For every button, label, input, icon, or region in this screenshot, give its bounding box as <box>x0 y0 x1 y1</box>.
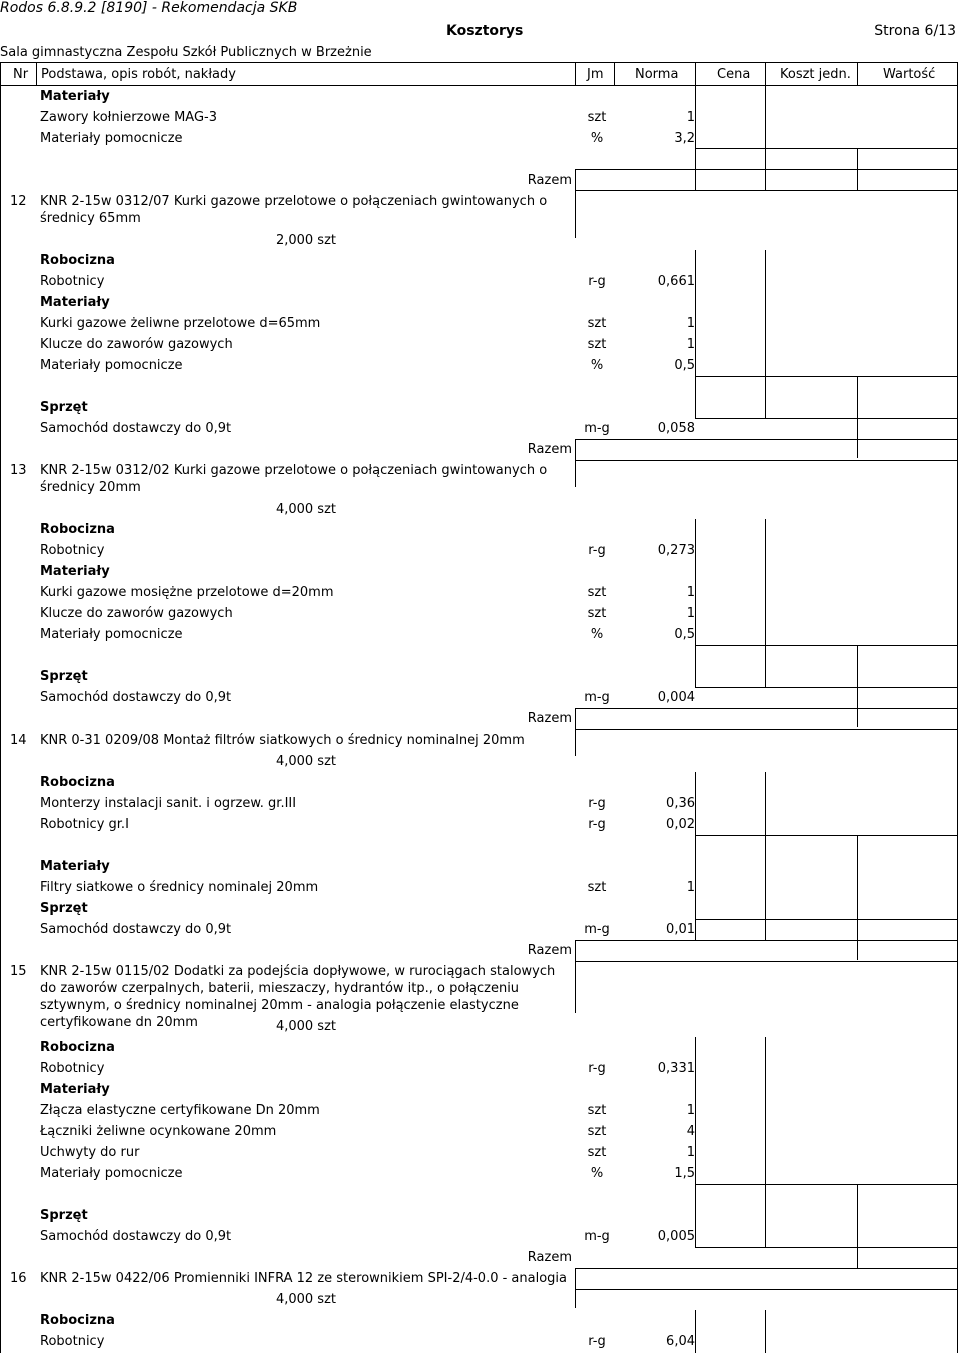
table-row <box>0 418 960 439</box>
section-label-row <box>0 292 960 313</box>
section-label-row <box>0 898 960 919</box>
razem-row <box>0 170 960 191</box>
position-desc: KNR 0-31 0209/08 Montaż filtrów siatkowych o średnicy nominalnej 20mm <box>40 733 525 748</box>
table-row <box>0 355 960 376</box>
row-norma: 0,331 <box>657 1061 695 1076</box>
table-row <box>0 1100 960 1121</box>
row-jm: szt <box>587 1103 607 1118</box>
row-jm: szt <box>587 585 607 600</box>
sprzet-label: Sprzęt <box>40 669 88 684</box>
position-desc: KNR 2-15w 0312/02 Kurki gazowe przelotowe o połączeniach gwintowanych o średnicy 20mm <box>40 463 548 495</box>
row-jm: % <box>590 358 604 373</box>
grid-line <box>575 460 957 461</box>
table-row <box>0 582 960 603</box>
table-row <box>0 1226 960 1247</box>
position-row <box>0 1268 960 1289</box>
row-norma: 4 <box>686 1124 695 1139</box>
row-desc: Zawory kołnierzowe MAG-3 <box>40 110 217 125</box>
section-label-row <box>0 519 960 540</box>
position-nr: 12 <box>10 194 27 209</box>
row-jm: % <box>590 1166 604 1181</box>
row-jm: szt <box>587 1145 607 1160</box>
grid-line <box>695 835 957 836</box>
row-jm: r-g <box>588 543 606 558</box>
sprzet-label: Sprzęt <box>40 901 88 916</box>
row-norma: 1 <box>686 585 695 600</box>
position-nr: 16 <box>10 1271 27 1286</box>
table-row <box>0 1163 960 1184</box>
position-row <box>0 193 960 229</box>
section-label-row <box>0 397 960 418</box>
row-norma: 1 <box>686 606 695 621</box>
col-jm: Jm <box>587 67 604 82</box>
sprzet-label: Sprzęt <box>40 400 88 415</box>
row-norma: 1 <box>686 1103 695 1118</box>
table-row <box>0 603 960 624</box>
row-desc: Samochód dostawczy do 0,9t <box>40 922 232 937</box>
row-jm: r-g <box>588 1334 606 1349</box>
row-desc: Uchwyty do rur <box>40 1145 140 1160</box>
section-label-row <box>0 1037 960 1058</box>
row-norma: 1 <box>686 110 695 125</box>
position-nr: 15 <box>10 964 27 979</box>
position-row <box>0 462 960 498</box>
app-title: Rodos 6.8.9.2 [8190] - Rekomendacja SKB <box>0 0 298 16</box>
row-desc: Kurki gazowe żeliwne przelotowe d=65mm <box>40 316 321 331</box>
row-jm: szt <box>587 880 607 895</box>
razem-label: Razem <box>527 173 572 188</box>
page-number: Strona 6/13 <box>874 23 956 39</box>
row-norma: 1 <box>686 337 695 352</box>
row-norma: 0,01 <box>666 922 695 937</box>
document-title: Kosztorys <box>446 23 524 39</box>
robocizna-label: Robocizna <box>40 522 115 537</box>
section-label-row <box>0 1310 960 1331</box>
row-desc: Kurki gazowe mosiężne przelotowe d=20mm <box>40 585 334 600</box>
razem-label: Razem <box>527 711 572 726</box>
table-row <box>0 128 960 149</box>
razem-row <box>0 708 960 729</box>
row-jm: m-g <box>584 922 610 937</box>
row-norma: 0,02 <box>666 817 695 832</box>
row-jm: % <box>590 131 604 146</box>
row-norma: 1 <box>686 316 695 331</box>
section-label-row <box>0 1079 960 1100</box>
position-qty: 4,000 szt <box>275 1292 336 1307</box>
row-desc: Robotnicy <box>40 543 105 558</box>
grid-line <box>36 62 37 86</box>
row-desc: Robotnicy <box>40 1334 105 1349</box>
row-desc: Łączniki żeliwne ocynkowane 20mm <box>40 1124 277 1139</box>
row-jm: r-g <box>588 1061 606 1076</box>
position-qty: 4,000 szt <box>275 1019 336 1034</box>
row-norma: 0,5 <box>674 358 695 373</box>
row-jm: r-g <box>588 796 606 811</box>
position-desc: KNR 2-15w 0422/06 Promienniki INFRA 12 ze sterownikiem SPI-2/4-0.0 - analogia <box>40 1271 568 1286</box>
row-desc: Robotnicy gr.I <box>40 817 129 832</box>
row-desc: Samochód dostawczy do 0,9t <box>40 1229 232 1244</box>
section-label-row <box>0 666 960 687</box>
grid-line <box>575 62 576 86</box>
row-desc: Materiały pomocnicze <box>40 627 183 642</box>
table-row <box>0 1121 960 1142</box>
row-jm: szt <box>587 110 607 125</box>
table-row <box>0 271 960 292</box>
table-row <box>0 793 960 814</box>
row-desc: Monterzy instalacji sanit. i ogrzew. gr.III <box>40 796 297 811</box>
row-jm: % <box>590 627 604 642</box>
robocizna-label: Robocizna <box>40 1040 115 1055</box>
grid-line <box>695 376 957 377</box>
row-jm: m-g <box>584 1229 610 1244</box>
sprzet-label: Sprzęt <box>40 1208 88 1223</box>
row-norma: 6,04 <box>666 1334 695 1349</box>
row-desc: Materiały pomocnicze <box>40 131 183 146</box>
position-nr: 14 <box>10 733 27 748</box>
grid-line <box>695 1184 957 1185</box>
row-norma: 0,058 <box>657 421 695 436</box>
position-qty: 4,000 szt <box>275 754 336 769</box>
row-desc: Materiały pomocnicze <box>40 358 183 373</box>
materialy-label: Materiały <box>40 295 110 310</box>
grid-line <box>857 62 858 86</box>
row-desc: Materiały pomocnicze <box>40 1166 183 1181</box>
row-desc: Klucze do zaworów gazowych <box>40 337 233 352</box>
row-jm: m-g <box>584 421 610 436</box>
quantity-row <box>0 1289 960 1310</box>
grid-line <box>614 62 615 86</box>
col-koszt: Koszt jedn. <box>780 67 851 82</box>
razem-row <box>0 940 960 961</box>
col-cena: Cena <box>717 67 751 82</box>
table-row <box>0 624 960 645</box>
row-norma: 0,36 <box>666 796 695 811</box>
table-row <box>0 814 960 835</box>
row-desc: Filtry siatkowe o średnicy nominalej 20mm <box>40 880 319 895</box>
col-norma: Norma <box>635 67 679 82</box>
col-nr: Nr <box>13 67 29 82</box>
row-desc: Samochód dostawczy do 0,9t <box>40 690 232 705</box>
table-row <box>0 687 960 708</box>
materialy-label: Materiały <box>40 1082 110 1097</box>
grid-line <box>575 961 957 962</box>
razem-label: Razem <box>527 442 572 457</box>
row-jm: szt <box>587 316 607 331</box>
row-jm: r-g <box>588 274 606 289</box>
materialy-label: Materiały <box>40 859 110 874</box>
table-row <box>0 313 960 334</box>
row-norma: 0,004 <box>657 690 695 705</box>
quantity-row <box>0 1016 960 1037</box>
robocizna-label: Robocizna <box>40 775 115 790</box>
table-row <box>0 540 960 561</box>
table-row <box>0 877 960 898</box>
grid-line <box>695 62 696 86</box>
position-desc: KNR 2-15w 0115/02 Dodatki za podejścia dopływowe, w rurociągach stalowych do zaworów czerpalnych, baterii, mieszaczy, hydrantów itp., o połączeniu sztywnym, o średnicy nominalnej 20mm - analogia połączenie elastyczne certyfikowane dn 20mm <box>40 964 556 1030</box>
row-norma: 1 <box>686 880 695 895</box>
position-qty: 2,000 szt <box>275 233 336 248</box>
row-norma: 0,661 <box>657 274 695 289</box>
row-norma: 3,2 <box>674 131 695 146</box>
table-header <box>0 62 958 86</box>
razem-row <box>0 439 960 460</box>
row-jm: szt <box>587 337 607 352</box>
row-desc: Klucze do zaworów gazowych <box>40 606 233 621</box>
materialy-label: Materiały <box>40 564 110 579</box>
position-qty: 4,000 szt <box>275 502 336 517</box>
position-desc: KNR 2-15w 0312/07 Kurki gazowe przelotowe o połączeniach gwintowanych o średnicy 65mm <box>40 194 548 226</box>
table-row <box>0 1142 960 1163</box>
materialy-label: Materiały <box>40 89 110 104</box>
row-jm: m-g <box>584 690 610 705</box>
section-label-row <box>0 561 960 582</box>
grid-line <box>765 62 766 86</box>
razem-label: Razem <box>527 1250 572 1265</box>
table-row <box>0 334 960 355</box>
project-name: Sala gimnastyczna Zespołu Szkół Publicznych w Brzeżnie <box>0 45 372 60</box>
section-label-row <box>0 772 960 793</box>
table-row <box>0 1331 960 1352</box>
section-label-row <box>0 1205 960 1226</box>
section-label-row <box>0 86 960 107</box>
position-row <box>0 730 960 751</box>
row-desc: Robotnicy <box>40 1061 105 1076</box>
table-row <box>0 1058 960 1079</box>
row-norma: 0,273 <box>657 543 695 558</box>
row-desc: Samochód dostawczy do 0,9t <box>40 421 232 436</box>
razem-row <box>0 1247 960 1268</box>
robocizna-label: Robocizna <box>40 253 115 268</box>
razem-label: Razem <box>527 943 572 958</box>
row-norma: 0,5 <box>674 627 695 642</box>
row-desc: Robotnicy <box>40 274 105 289</box>
row-jm: r-g <box>588 817 606 832</box>
section-label-row <box>0 856 960 877</box>
col-desc: Podstawa, opis robót, nakłady <box>41 67 236 82</box>
row-jm: szt <box>587 1124 607 1139</box>
quantity-row <box>0 751 960 772</box>
quantity-row <box>0 499 960 520</box>
table-row <box>0 919 960 940</box>
row-norma: 1 <box>686 1145 695 1160</box>
row-desc: Złącza elastyczne certyfikowane Dn 20mm <box>40 1103 320 1118</box>
row-norma: 0,005 <box>657 1229 695 1244</box>
quantity-row <box>0 230 960 251</box>
row-jm: szt <box>587 606 607 621</box>
row-norma: 1,5 <box>674 1166 695 1181</box>
position-nr: 13 <box>10 463 27 478</box>
grid-line <box>695 645 957 646</box>
robocizna-label: Robocizna <box>40 1313 115 1328</box>
table-row <box>0 107 960 128</box>
col-wartosc: Wartość <box>883 67 936 82</box>
section-label-row <box>0 250 960 271</box>
